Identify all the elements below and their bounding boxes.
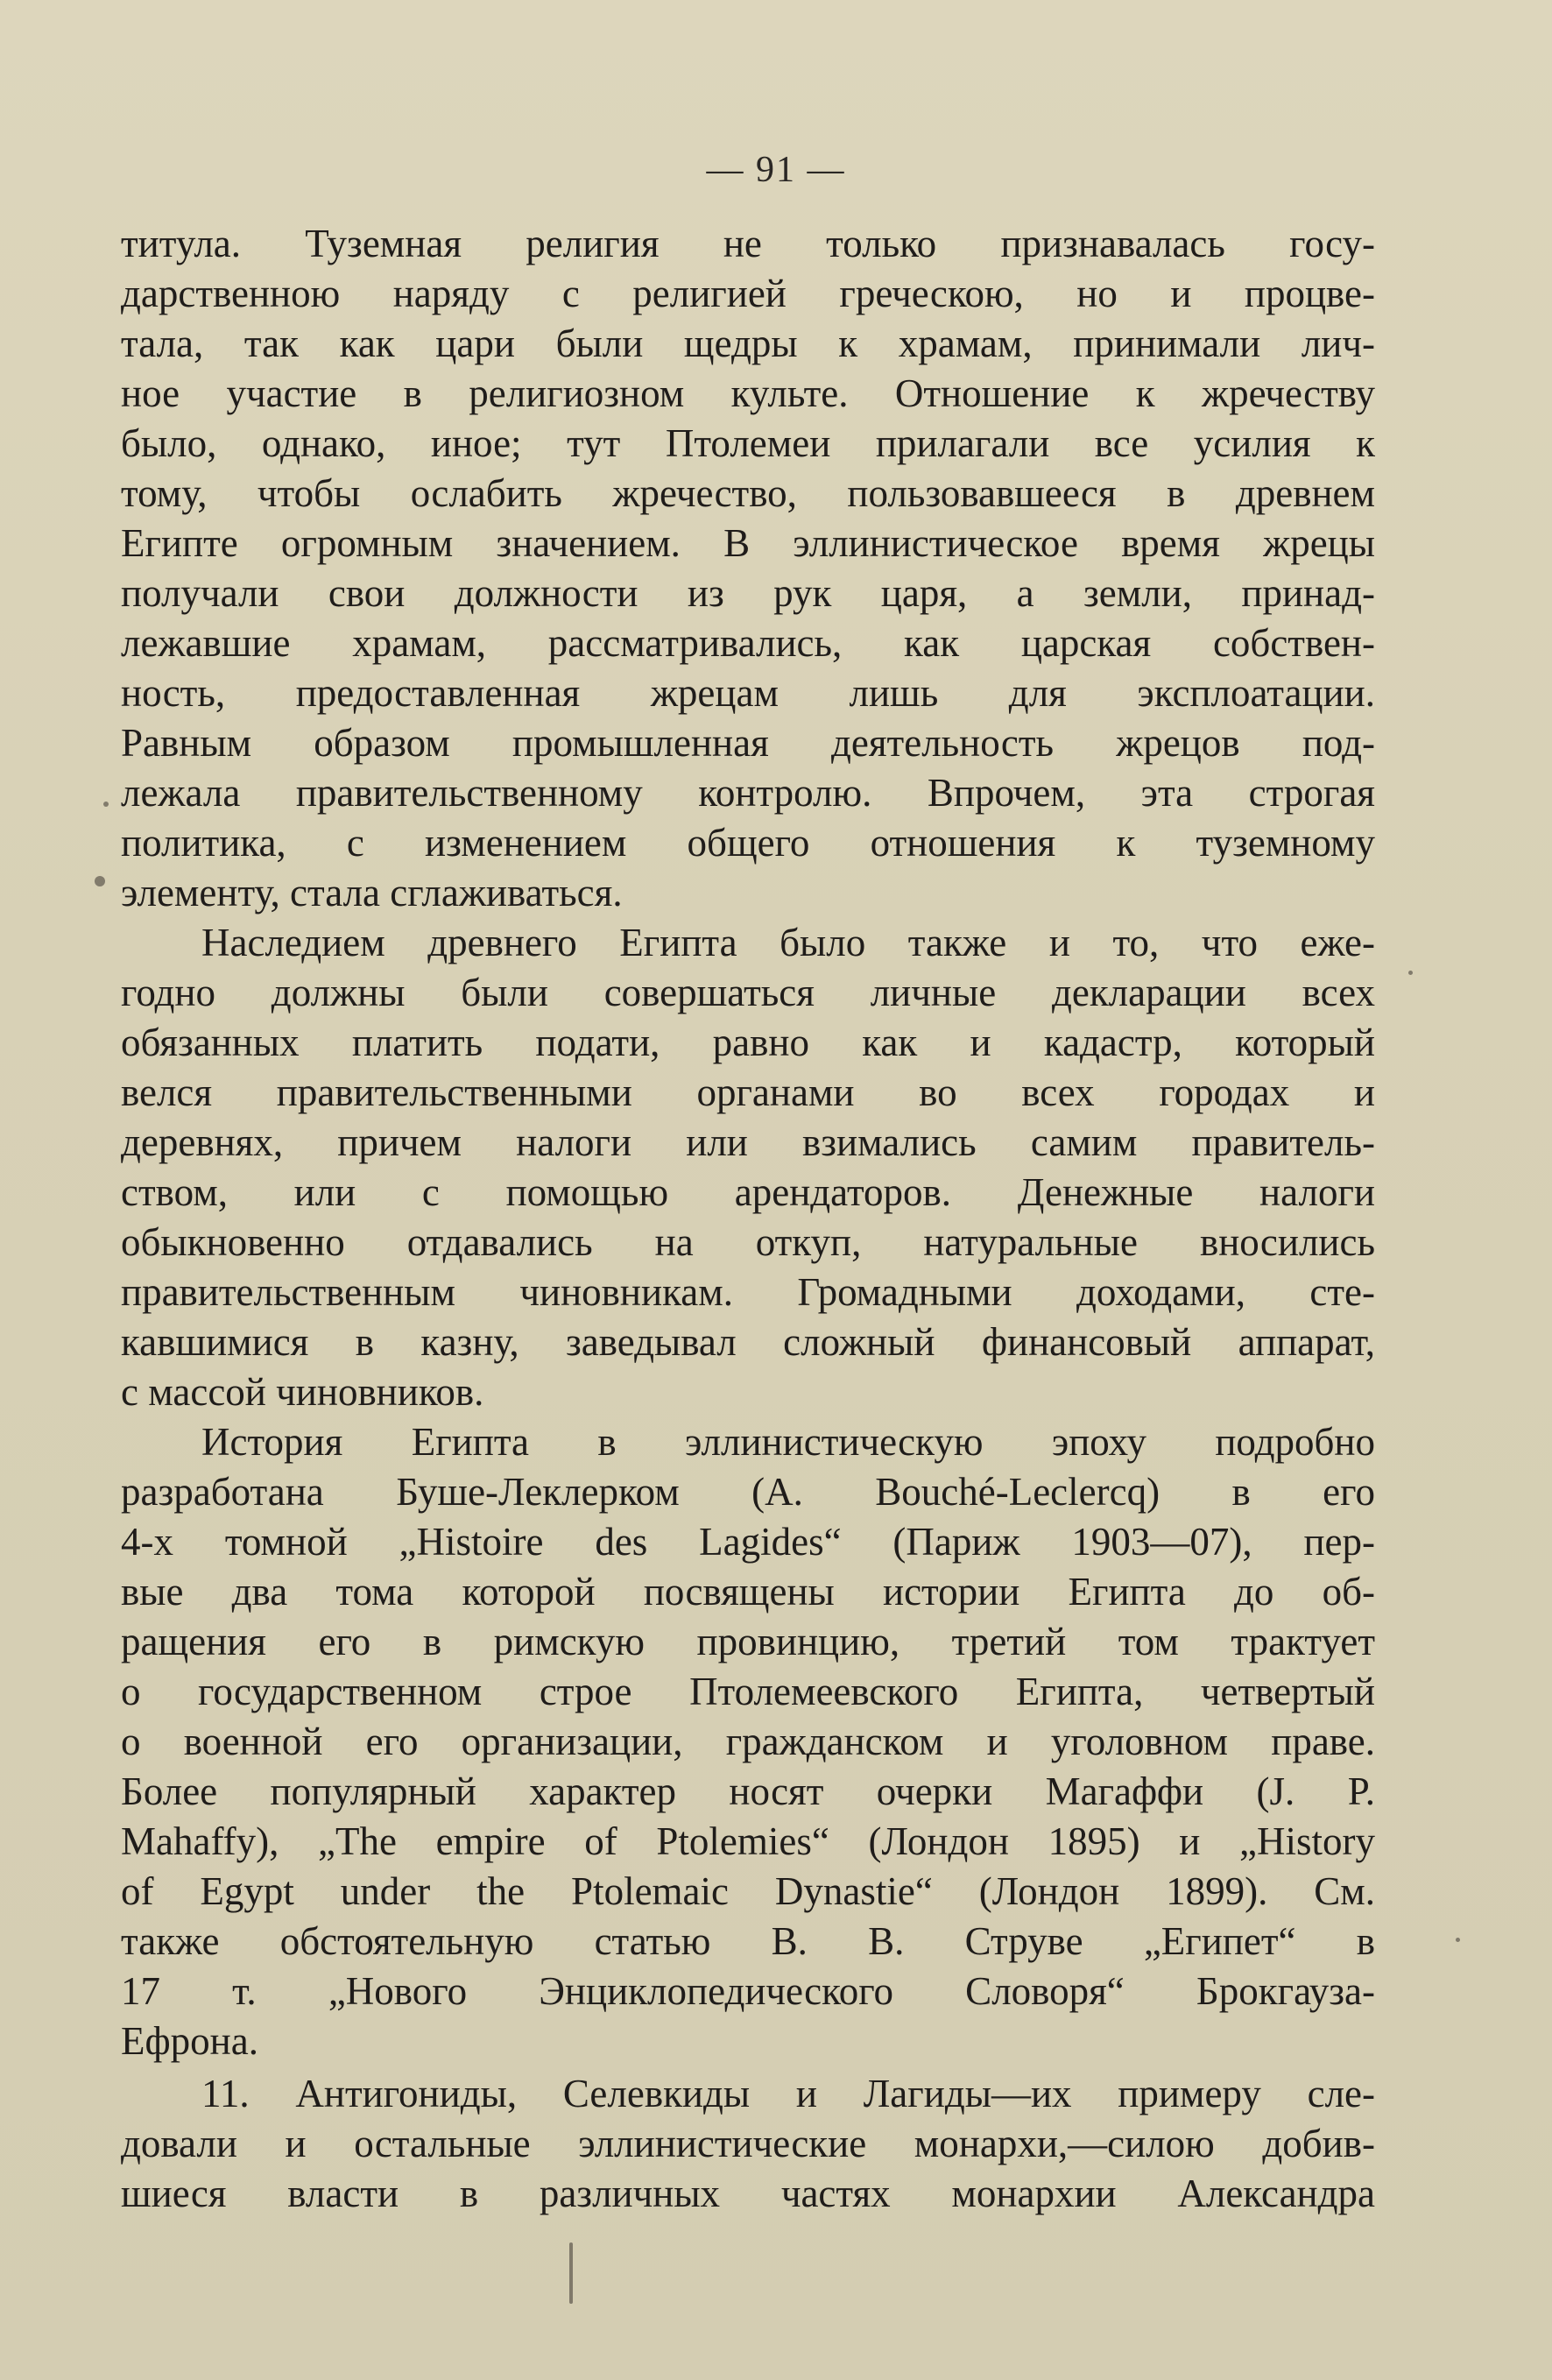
text-line: Mahaffy), „The empire of Ptolemies“ (Лондон 1895) и „History xyxy=(121,1819,1375,1863)
text-line: обыкновенно отдавались на откуп, натуральные вносились xyxy=(121,1220,1375,1264)
page-number: — 91 — xyxy=(706,150,846,190)
text-line: Равным образом промышленная деятельность жрецов под- xyxy=(121,721,1375,765)
section-11-text xyxy=(121,2069,1375,2219)
text-line: Более популярный характер носят очерки Магаффи (J. P. xyxy=(121,1769,1375,1813)
text-line: лежавшие храмам, рассматривались, как царская собствен- xyxy=(121,621,1375,665)
text-line: ращения его в римскую провинцию, третий том трактует xyxy=(121,1620,1375,1663)
text-line: Египте огромным значением. В эллинистическое время жрецы xyxy=(121,521,1375,565)
section-heading-line: 11. Антигониды, Селевкиды и Лагиды—их примеру сле- xyxy=(201,2072,1375,2115)
ink-speck xyxy=(1456,1938,1460,1942)
text-line: Наследием древнего Египта было также и то, что еже- xyxy=(201,921,1375,964)
text-line: было, однако, иное; тут Птолемеи прилагали все усилия к xyxy=(121,421,1375,465)
text-line: годно должны были совершаться личные декларации всех xyxy=(121,971,1375,1014)
text-line: ством, или с помощью арендаторов. Денежные налоги xyxy=(121,1170,1375,1214)
text-line: с массой чиновников. xyxy=(121,1370,484,1414)
text-line: о военной его организации, гражданском и уголовном праве. xyxy=(121,1720,1375,1763)
text-line: вые два тома которой посвящены истории Египта до об- xyxy=(121,1570,1375,1614)
text-line: тала, так как цари были щедры к храмам, принимали лич- xyxy=(121,321,1375,365)
text-line: Ефрона. xyxy=(121,2019,258,2063)
text-line: правительственным чиновникам. Громадными доходами, сте- xyxy=(121,1270,1375,1314)
text-line: История Египта в эллинистическую эпоху подробно xyxy=(201,1420,1375,1464)
text-line: тому, чтобы ослабить жречество, пользовавшееся в древнем xyxy=(121,471,1375,515)
text-line: деревнях, причем налоги или взимались самим правитель- xyxy=(121,1120,1375,1164)
text-line: шиеся власти в различных частях монархии Александра xyxy=(121,2172,1375,2215)
text-line: разработана Буше-Леклерком (A. Bouché-Leclercq) в его xyxy=(121,1470,1375,1514)
text-line: лежала правительственному контролю. Впрочем, эта строгая xyxy=(121,771,1375,815)
ink-speck xyxy=(1408,971,1413,975)
text-line: политика, с изменением общего отношения к туземному xyxy=(121,821,1375,865)
text-line: титула. Туземная религия не только признавалась госу- xyxy=(121,222,1375,265)
text-line: дарственною наряду с религией греческою, но и процве- xyxy=(121,272,1375,315)
ink-speck xyxy=(103,802,109,807)
text-line: 17 т. „Нового Энциклопедического Словоря“ Брокгауза- xyxy=(121,1969,1375,2013)
text-line: кавшимися в казну, заведывал сложный финансовый аппарат, xyxy=(121,1320,1375,1364)
text-line: получали свои должности из рук царя, а земли, принад- xyxy=(121,571,1375,615)
text-line: 4-х томной „Histoire des Lagides“ (Париж 1903—07), пер- xyxy=(121,1520,1375,1564)
text-line: также обстоятельную статью В. В. Струве „Египет“ в xyxy=(121,1919,1375,1963)
ink-speck xyxy=(95,876,105,886)
text-line: ное участие в религиозном культе. Отношение к жречеству xyxy=(121,371,1375,415)
main-text xyxy=(121,219,1375,2066)
text-line: элементу, стала сглаживаться. xyxy=(121,871,623,915)
ink-speck xyxy=(569,2242,573,2304)
text-line: велся правительственными органами во всех городах и xyxy=(121,1070,1375,1114)
text-line: довали и остальные эллинистические монархи,—силою добив- xyxy=(121,2122,1375,2165)
text-line: о государственном строе Птолемеевского Египта, четвертый xyxy=(121,1670,1375,1713)
text-line: обязанных платить подати, равно как и кадастр, который xyxy=(121,1021,1375,1064)
text-line: of Egypt under the Ptolemaic Dynastie“ (Лондон 1899). См. xyxy=(121,1869,1375,1913)
text-line: ность, предоставленная жрецам лишь для эксплоатации. xyxy=(121,671,1375,715)
